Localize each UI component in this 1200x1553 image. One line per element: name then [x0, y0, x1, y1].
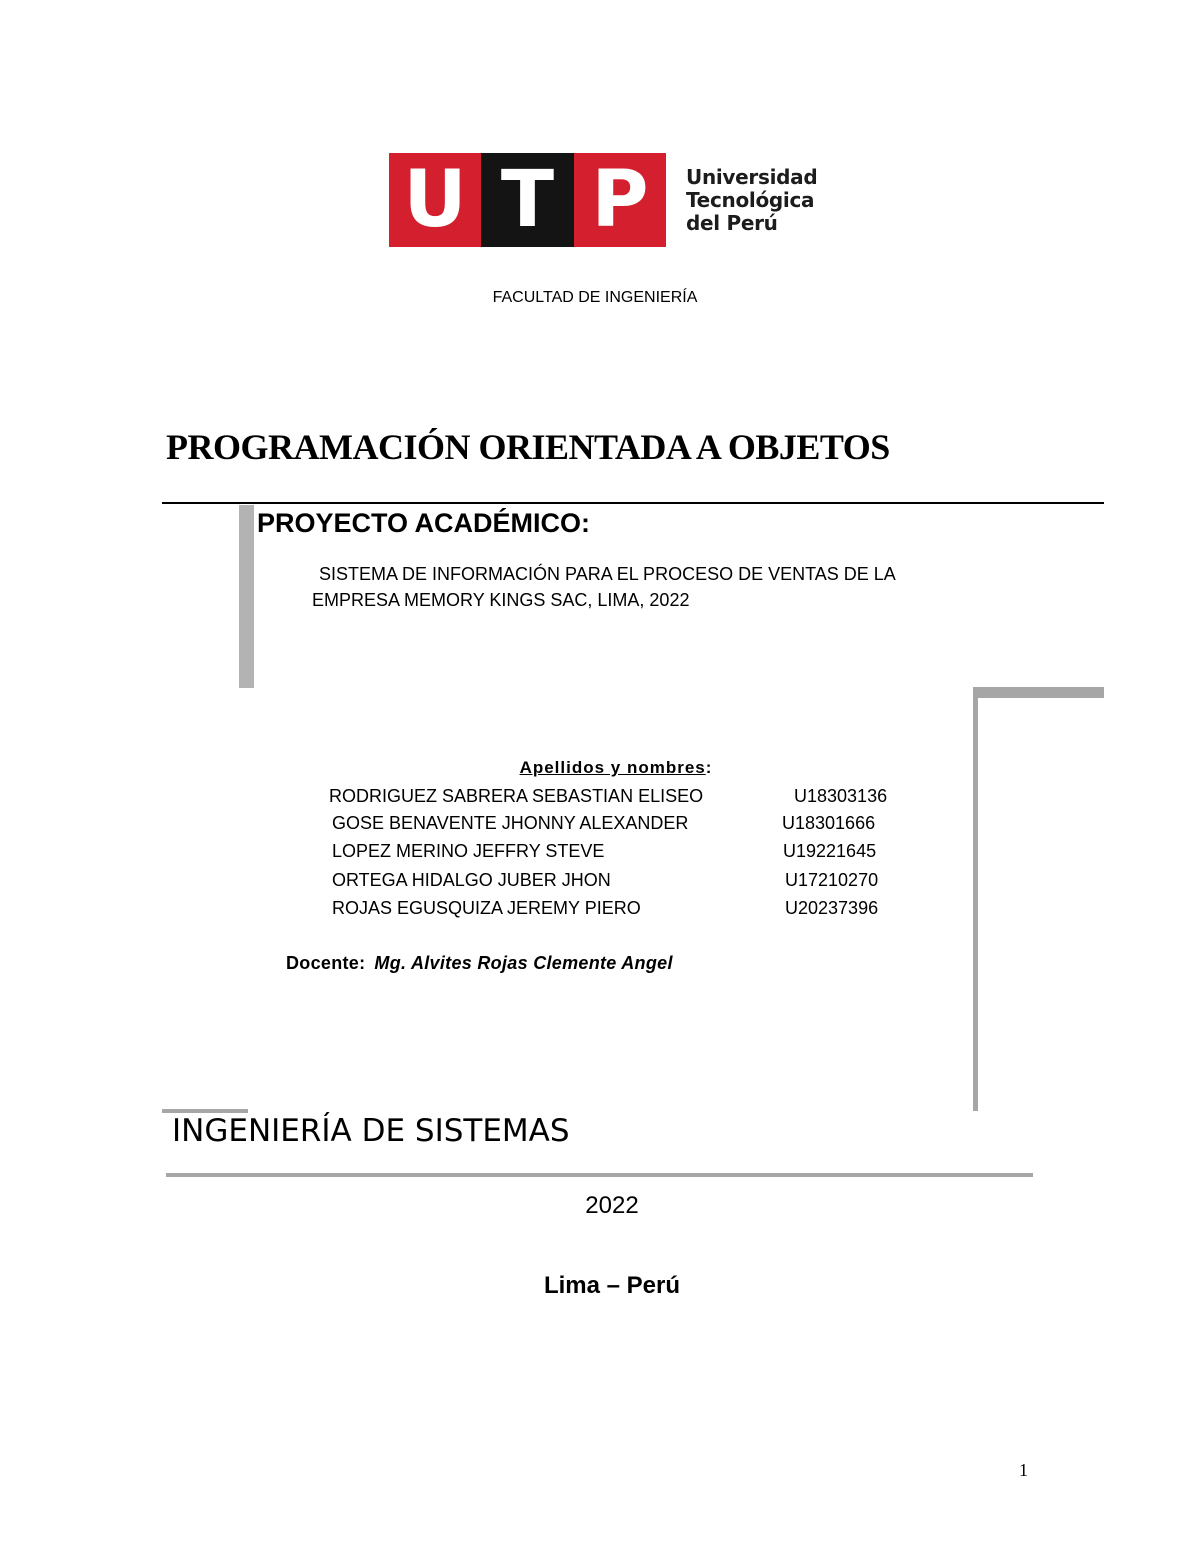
career-name: INGENIERÍA DE SISTEMAS — [172, 1113, 570, 1149]
author-name: GOSE BENAVENTE JHONNY ALEXANDER — [332, 813, 689, 833]
city: Lima – Perú — [543, 1272, 681, 1299]
logo-line-1: Universidad — [686, 165, 818, 189]
year: 2022 — [585, 1192, 639, 1219]
author-code: U18303136 — [794, 786, 888, 806]
author-code: U19221645 — [783, 841, 877, 861]
logo-line-2: Tecnológica — [686, 188, 815, 212]
faculty-name: FACULTAD DE INGENIERÍA — [492, 289, 698, 306]
project-description-line-1: SISTEMA DE INFORMACIÓN PARA EL PROCESO DE VENTAS DE LA — [319, 564, 896, 584]
project-label: PROYECTO ACADÉMICO: — [257, 508, 591, 538]
logo-letter-t: T — [481, 153, 574, 247]
logo-letter-p: P — [574, 153, 666, 247]
author-row — [332, 838, 932, 864]
authors-heading-text: Apellidos y nombres — [519, 758, 706, 777]
decorative-side-bar — [239, 505, 254, 688]
docente-line — [286, 953, 673, 974]
title-divider — [162, 502, 1104, 504]
authors-heading-colon: : — [705, 758, 713, 777]
author-name: ORTEGA HIDALGO JUBER JHON — [332, 870, 611, 890]
utp-logo — [389, 153, 666, 247]
author-name: ROJAS EGUSQUIZA JEREMY PIERO — [332, 898, 641, 918]
author-row — [332, 895, 932, 921]
project-description-line-2: EMPRESA MEMORY KINGS SAC, LIMA, 2022 — [312, 590, 690, 610]
author-code: U20237396 — [785, 898, 879, 918]
author-name: LOPEZ MERINO JEFFRY STEVE — [332, 841, 605, 861]
career-divider — [166, 1173, 1033, 1177]
docente-label: Docente: — [286, 953, 366, 973]
decorative-corner-top — [974, 687, 1104, 698]
course-title: PROGRAMACIÓN ORIENTADA A OBJETOS — [166, 427, 890, 467]
author-row — [332, 867, 932, 893]
logo-line-3: del Perú — [686, 211, 778, 235]
author-code: U18301666 — [782, 813, 876, 833]
docente-name: Mg. Alvites Rojas Clemente Angel — [374, 953, 673, 973]
page-number: 1 — [1019, 1460, 1028, 1480]
author-name: RODRIGUEZ SABRERA SEBASTIAN ELISEO — [329, 786, 704, 806]
authors-heading — [0, 758, 1200, 778]
logo-wordmark — [686, 166, 817, 235]
project-description — [312, 561, 896, 613]
author-row — [332, 810, 932, 836]
author-row — [329, 783, 929, 809]
logo-letter-u: U — [389, 153, 481, 247]
decorative-corner-side — [973, 687, 978, 1111]
author-code: U17210270 — [785, 870, 879, 890]
